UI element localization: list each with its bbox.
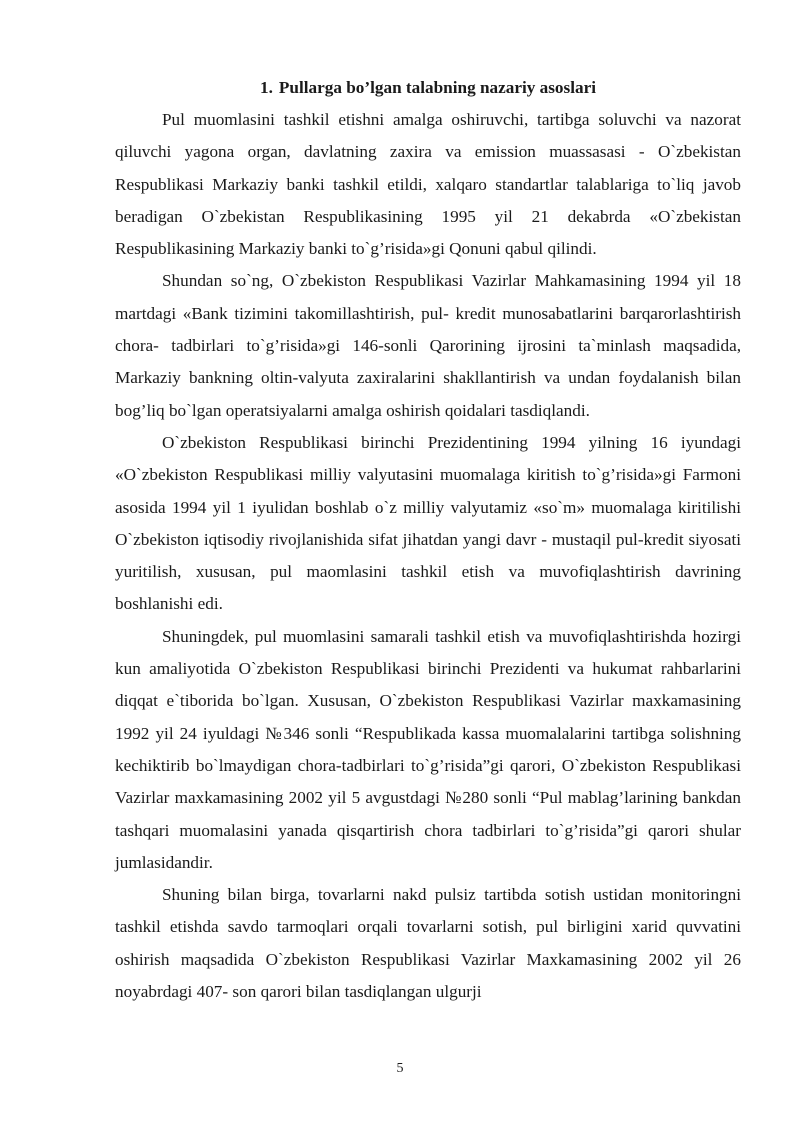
section-number: 1.: [260, 78, 273, 97]
paragraph-3: O`zbekiston Respublikasi birinchi Prezidentining 1994 yilning 16 iyundagi «O`zbekiston Respublikasi milliy valyutasini muomalaga kiritish to`g’risida»gi Farmoni asosida 1994 yil 1 iyulidan boshlab o`z milliy valyutamiz «so`m» muomalaga kiritilishi O`zbekiston iqtisodiy rivojlanishida sifat jihatdan yangi davr - mustaqil pul-kredit siyosati yuritilish, xususan, pul maomlasini tashkil etish va muvofiqlashtirish davrining boshlanishi edi.: [115, 432, 741, 614]
paragraph-4: Shuningdek, pul muomlasini samarali tashkil etish va muvofiqlashtirishda hozirgi kun amaliyotida O`zbekiston Respublikasi birinchi Prezidenti va hukumat rahbarlarini diqqat e`tiborida bo`lgan. Xususan, O`zbekiston Respublikasi Vazirlar maxkamasining 1992 yil 24 iyuldagi №346 sonli “Respublikada kassa muomalalarini tartibga solishning kechiktirib bo`lmaydigan chora-tadbirlari to`g’risida”gi qarori, O`zbekiston Respublikasi Vazirlar maxkamasining 2002 yil 5 avgustdagi №280 sonli “Pul mablag’larining bankdan tashqari muomalasini yanada qisqartirish chora tadbirlari to`g’risida”gi qarori shular jumlasidandir.: [115, 626, 741, 872]
paragraph-5: Shuning bilan birga, tovarlarni nakd pulsiz tartibda sotish ustidan monitoringni tashkil etishda savdo tarmoqlari orqali tovarlarni sotish, pul birligini xarid quvvatini oshirish maqsadida O`zbekiston Respublikasi Vazirlar Maxkamasining 2002 yil 26 noyabrdagi 407- son qarori bilan tasdiqlangan ulgurji: [115, 885, 741, 1002]
section-heading: [115, 76, 741, 100]
page-number: 5: [396, 1061, 404, 1076]
paragraph-2: Shundan so`ng, O`zbekiston Respublikasi Vazirlar Mahkamasining 1994 yil 18 martdagi «Bank tizimini takomillashtirish, pul- kredit munosabatlarini barqarorlashtirish chora- tadbirlari to`g’risida»gi 146-sonli Qarorining ijrosini ta`minlash maqsadida, Markaziy bankning oltin-valyuta zaxiralarini shakllantirish va undan foydalanish bilan bog’liq bo`lgan operatsiyalarni amalga oshirish qoidalari tasdiqlandi.: [115, 271, 741, 420]
body-text: [115, 104, 741, 1008]
paragraph-1: Pul muomlasini tashkil etishni amalga oshiruvchi, tartibga soluvchi va nazorat qiluvchi yagona organ, davlatning zaxira va emission muassasasi - O`zbekistan Respublikasi Markaziy banki tashkil etildi, xalqaro standartlar talablariga to`liq javob beradigan O`zbekistan Respublikasining 1995 yil 21 dekabrda «O`zbekistan Respublikasining Markaziy banki to`g’risida»gi Qonuni qabul qilindi.: [115, 110, 741, 259]
section-title: Pullarga bo’lgan talabning nazariy asoslari: [278, 78, 596, 97]
